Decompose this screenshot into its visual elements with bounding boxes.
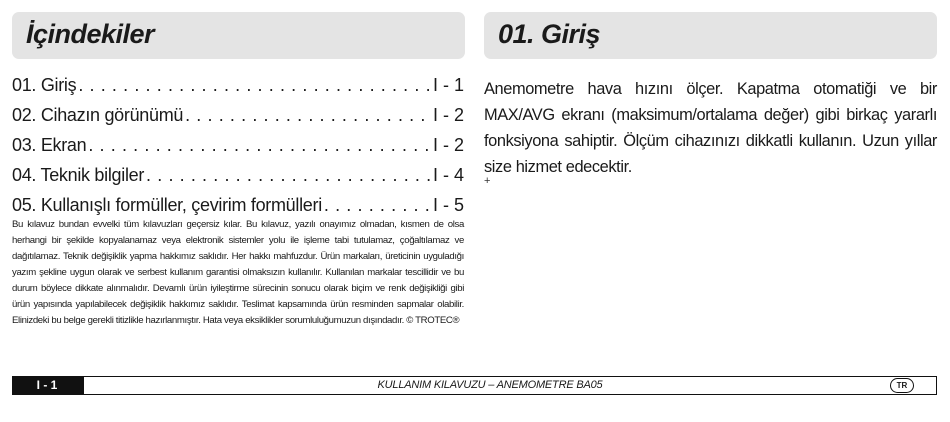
toc-entry-page: I - 2 bbox=[432, 135, 464, 155]
section-header bbox=[484, 12, 937, 59]
intro-paragraph: Anemometre hava hızını ölçer. Kapatma otomatiği ve bir MAX/AVG ekranı (maksimum/ortalama değer) gibi birkaç yararlı fonksiyona sahiptir. Ölçüm cihazınızı dikkatli kullanın. Uzun yıllar size hizmet edecektir. bbox=[484, 80, 937, 176]
toc-entry[interactable] bbox=[12, 100, 464, 130]
toc-entry-label: 04. Teknik bilgiler bbox=[12, 165, 145, 185]
section-title: 01. Giriş bbox=[498, 19, 601, 49]
table-of-contents bbox=[12, 70, 464, 220]
toc-leader-dots bbox=[324, 190, 431, 220]
toc-entry[interactable] bbox=[12, 160, 464, 190]
toc-entry[interactable] bbox=[12, 70, 464, 100]
toc-entry-page: I - 2 bbox=[432, 105, 464, 125]
toc-entry-label: 03. Ekran bbox=[12, 135, 87, 155]
toc-header bbox=[12, 12, 465, 59]
toc-entry-label: 02. Cihazın görünümü bbox=[12, 105, 184, 125]
language-badge: TR bbox=[890, 378, 914, 393]
toc-entry-label: 01. Giriş bbox=[12, 75, 77, 95]
plus-mark: + bbox=[484, 175, 491, 187]
footer-title: KULLANIM KILAVUZU – ANEMOMETRE BA05 bbox=[377, 379, 603, 391]
toc-leader-dots bbox=[146, 160, 431, 190]
toc-entry-label: 05. Kullanışlı formüller, çevirim formülleri bbox=[12, 195, 322, 215]
toc-leader-dots bbox=[88, 130, 431, 160]
footer-page-number: I - 1 bbox=[36, 378, 58, 392]
toc-entry[interactable] bbox=[12, 190, 464, 220]
toc-leader-dots bbox=[78, 70, 431, 100]
legal-notice: Bu kılavuz bundan evvelki tüm kılavuzları geçersiz kılar. Bu kılavuz, yazılı onayımız olmadan, kısmen de olsa herhangi bir şekilde kopyalanamaz veya elektronik sistemler yolu ile işleme tabi tutulamaz, çoğaltılamaz ve dağıtılamaz. Teknik değişiklik yapma hakkımız saklıdır. Her hakkı mahfuzdur. Ürün markaları, üreticinin uyguladığı yazım şekline uygun olarak ve serbest kullanım garantisi olmaksızın kullanılır. Kullanılan markalar tescillidir ve bu durum böylece dikkate alınmalıdır. Devamlı ürün iyileştirme sürecinin sonucu olarak biçim ve renk değişikliği gibi ürün yapısında yapılabilecek değişiklik hakkımız saklıdır. Teslimat kapsamında ürün resminden sapmalar olabilir. Elinizdeki bu belge gerekli titizlikle hazırlanmıştır. Hata veya eksiklikler sorumluluğumuzun dışındadır. © TROTEC® bbox=[12, 219, 464, 326]
footer-title-area bbox=[84, 377, 936, 394]
toc-title: İçindekiler bbox=[26, 19, 155, 49]
toc-entry-page: I - 4 bbox=[432, 165, 464, 185]
toc-entry-page: I - 1 bbox=[432, 75, 464, 95]
toc-entry[interactable] bbox=[12, 130, 464, 160]
toc-entry-page: I - 5 bbox=[432, 195, 464, 215]
footer-bar bbox=[12, 376, 937, 395]
toc-leader-dots bbox=[185, 100, 431, 130]
